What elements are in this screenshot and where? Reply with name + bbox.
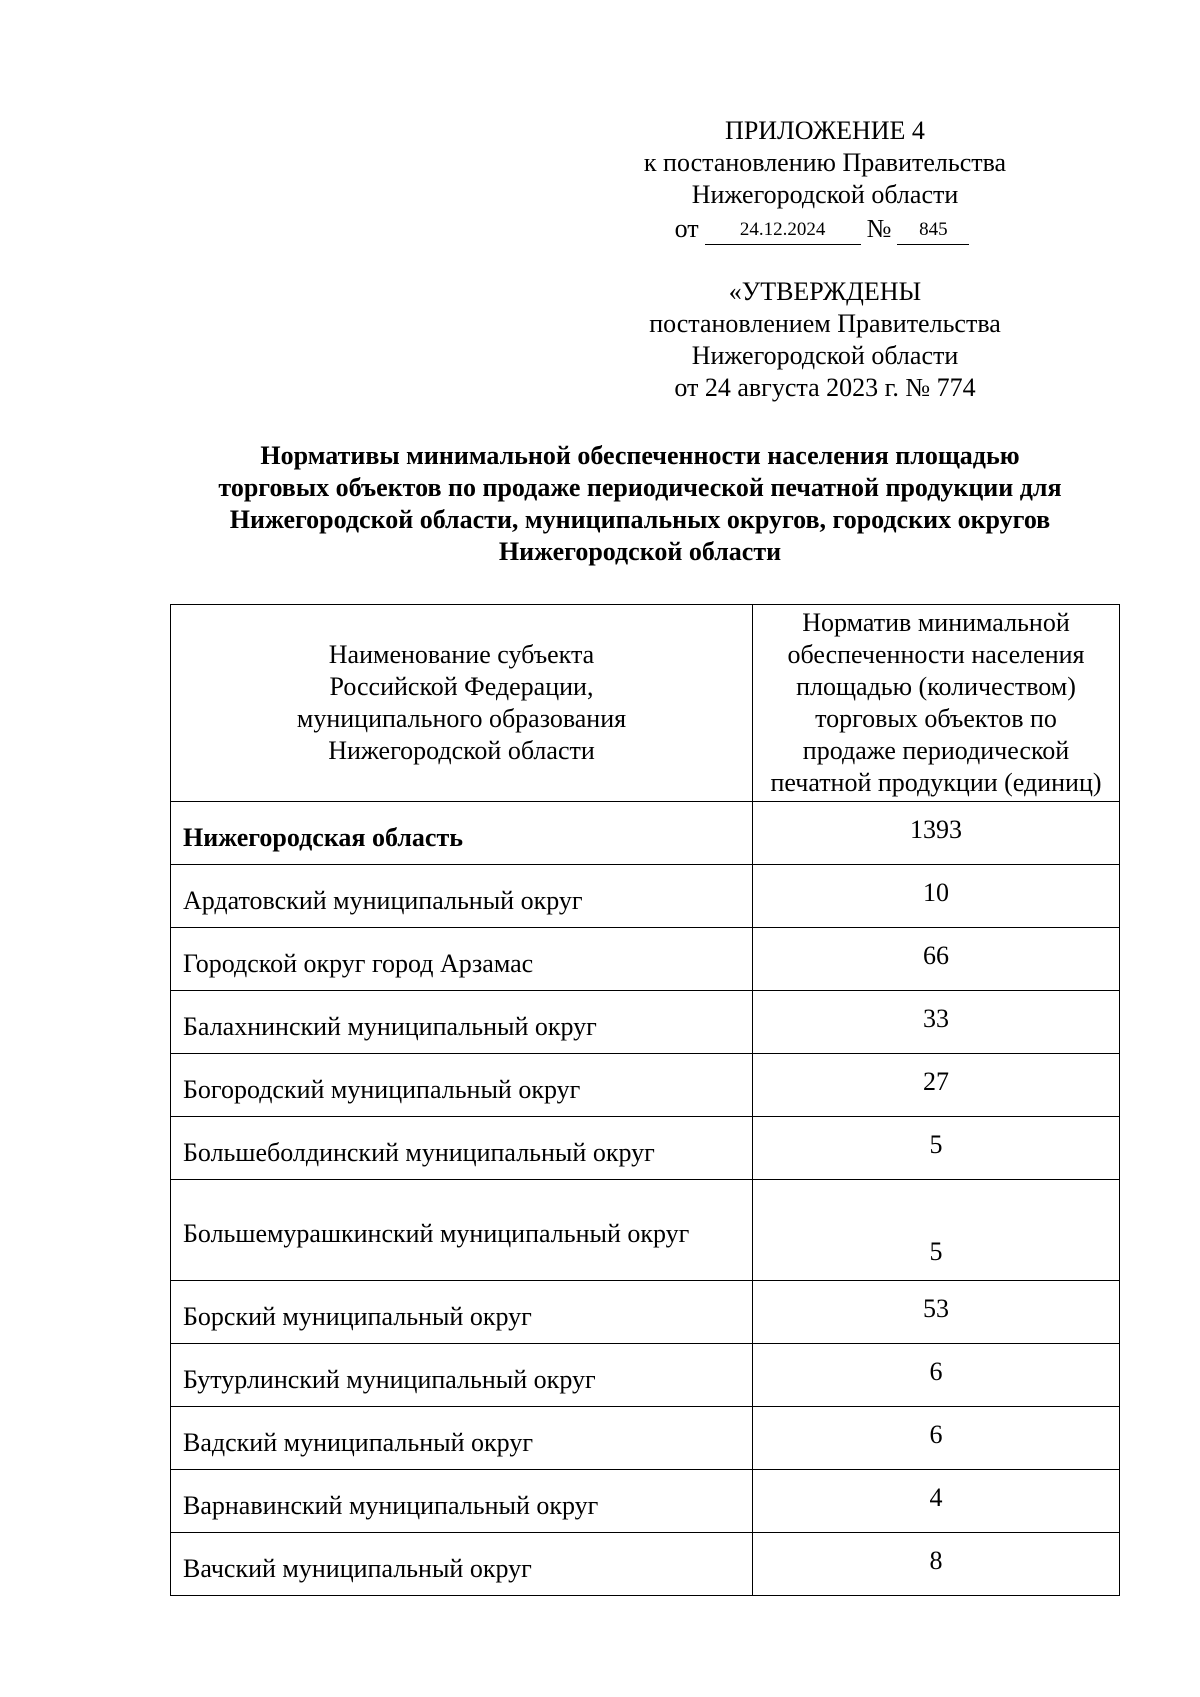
header-value-line: площадью (количеством) [796,672,1076,701]
approved-line-2: постановлением Правительства [649,309,1001,338]
district-name: Борский муниципальный округ [171,1281,753,1344]
district-name: Вачский муниципальный округ [171,1533,753,1596]
approved-heading: «УТВЕРЖДЕНЫ [728,277,922,306]
approved-line-4: от 24 августа 2023 г. № 774 [674,373,976,402]
document-title [160,440,1120,568]
table-row [171,865,1120,928]
district-name: Большеболдинский муниципальный округ [171,1117,753,1180]
norm-value: 27 [753,1054,1120,1117]
norm-value: 5 [753,1117,1120,1180]
table-row [171,1054,1120,1117]
table-row [171,1533,1120,1596]
norm-value: 8 [753,1533,1120,1596]
appendix-date-line [590,211,1060,245]
number-value: 845 [919,219,948,240]
header-value-line: печатной продукции (единиц) [770,768,1102,797]
norm-value: 10 [753,865,1120,928]
district-name: Бутурлинский муниципальный округ [171,1344,753,1407]
title-line-4: Нижегородской области [498,537,782,566]
table-row [171,991,1120,1054]
norm-value: 6 [753,1344,1120,1407]
header-value-line: торговых объектов по [815,704,1057,733]
title-line-1: Нормативы минимальной обеспеченности населения площадью [260,441,1020,470]
table-row [171,802,1120,865]
district-name: Вадский муниципальный округ [171,1407,753,1470]
table-row [171,1180,1120,1281]
header-name-line: Российской Федерации, [329,672,594,701]
header-value-line: обеспеченности населения [787,640,1085,669]
header-name-line: муниципального образования [296,704,627,733]
header-name-line: Наименование субъекта [328,640,595,669]
district-name: Ардатовский муниципальный округ [171,865,753,928]
header-value-line: Норматив минимальной [802,608,1070,637]
district-name: Богородский муниципальный округ [171,1054,753,1117]
number-field [897,216,969,245]
table-header-row [171,605,1120,802]
appendix-line-2: к постановлению Правительства [643,148,1007,177]
norm-value: 5 [753,1180,1120,1281]
approved-line-3: Нижегородской области [691,341,959,370]
table-row [171,1117,1120,1180]
norms-table [170,604,1120,1596]
header-name-cell [171,605,753,802]
norm-value: 1393 [753,802,1120,865]
header-value-line: продаже периодической [802,736,1070,765]
district-name: Варнавинский муниципальный округ [171,1470,753,1533]
table-row [171,928,1120,991]
table-row [171,1407,1120,1470]
table-row [171,1470,1120,1533]
title-line-2: торговых объектов по продаже периодической печатной продукции для [218,473,1062,502]
number-sign: № [866,214,892,243]
table-row [171,1344,1120,1407]
approved-block [590,276,1060,404]
district-name: Городской округ город Арзамас [171,928,753,991]
date-prefix: от [674,214,699,243]
norm-value: 33 [753,991,1120,1054]
header-name-line: Нижегородской области [328,736,595,765]
norm-value: 66 [753,928,1120,991]
header-value-cell [753,605,1120,802]
district-name: Большемурашкинский муниципальный округ [171,1180,753,1281]
appendix-heading: ПРИЛОЖЕНИЕ 4 [725,116,925,145]
title-line-3: Нижегородской области, муниципальных округов, городских округов [229,505,1051,534]
date-value: 24.12.2024 [739,219,826,240]
appendix-block [590,115,1060,245]
norm-value: 53 [753,1281,1120,1344]
appendix-line-3: Нижегородской области [691,180,959,209]
norm-value: 4 [753,1470,1120,1533]
table-row [171,1281,1120,1344]
date-field [705,216,861,245]
region-name: Нижегородская область [171,802,753,865]
norm-value: 6 [753,1407,1120,1470]
district-name: Балахнинский муниципальный округ [171,991,753,1054]
